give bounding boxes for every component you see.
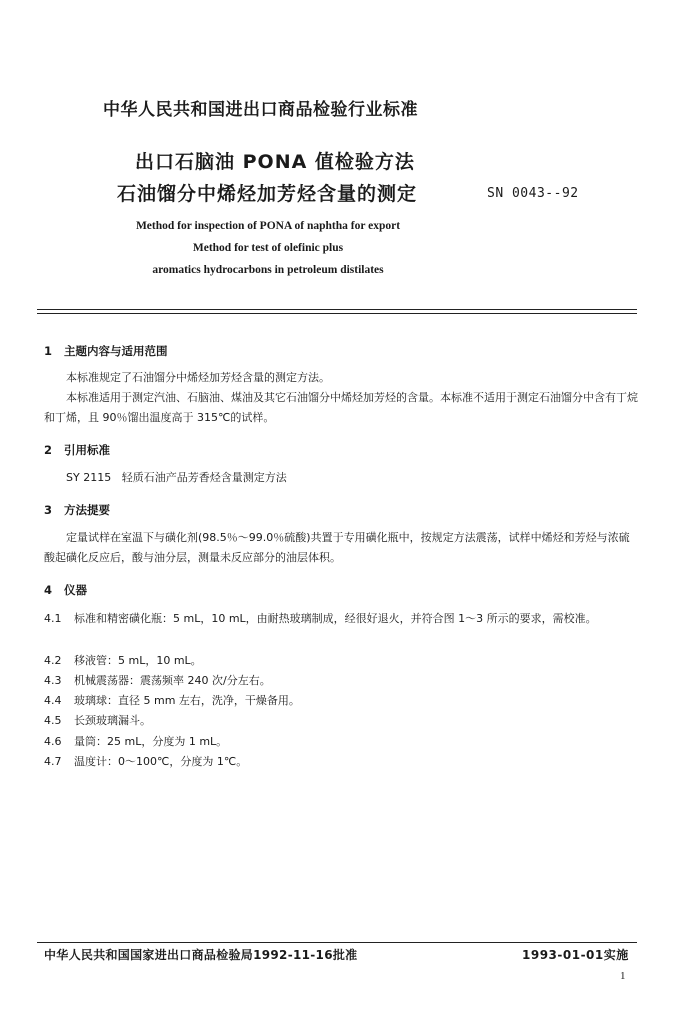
section-1-para-2: 本标准适用于测定汽油、石脑油、煤油及其它石油馏分中烯烃加芳烃的含量。本标准不适用于测定石油馏分中含有丁烷和丁烯，且 90％馏出温度高于 315℃的试样。 (44, 391, 638, 424)
standard-code: SN 0043--92 (487, 186, 579, 201)
item-text: 移液管：5 mL，10 mL。 (74, 654, 202, 667)
issuer-header: 中华人民共和国进出口商品检验行业标准 (103, 100, 418, 120)
item-number: 4.3 (44, 674, 62, 687)
section-2-heading (44, 442, 110, 458)
item-text: 长颈玻璃漏斗。 (74, 714, 151, 727)
section-3-heading (44, 502, 110, 518)
en-title-line1: Method for inspection of PONA of naphtha for export (135, 220, 401, 232)
item-number: 4.4 (44, 694, 62, 707)
item-number: 4.5 (44, 714, 62, 727)
footer-rule (37, 942, 637, 943)
section-4-heading (44, 582, 87, 598)
item-text: 标准和精密磺化瓶：5 mL，10 mL，由耐热玻璃制成，经很好退火，并符合图 1～3 所示的要求，需校准。 (74, 612, 597, 625)
cn-title-line2: 石油馏分中烯烃加芳烃含量的测定 (117, 183, 418, 205)
section-1-para-1: 本标准规定了石油馏分中烯烃加芳烃含量的测定方法。 (66, 371, 330, 384)
instrument-item (44, 752, 638, 772)
instrument-item (44, 671, 638, 691)
top-rule (37, 309, 637, 310)
item-number: 4.2 (44, 654, 62, 667)
instrument-item (44, 651, 638, 671)
section-1-heading (44, 343, 168, 359)
item-text: 温度计：0～100℃，分度为 1℃。 (74, 755, 248, 768)
instrument-item (44, 609, 638, 629)
section-title: 引用标准 (64, 443, 110, 457)
item-text: 机械震荡器：震荡频率 240 次/分左右。 (74, 674, 271, 687)
section-number: 2 (44, 443, 53, 457)
item-text: 量筒：25 mL，分度为 1 mL。 (74, 735, 228, 748)
section-3-para-1: 定量试样在室温下与磺化剂(98.5％～99.0％硫酸)共置于专用磺化瓶中，按规定方法震荡，试样中烯烃和芳烃与浓硫酸起磺化反应后，酸与油分层，测量未反应部分的油层体积。 (44, 531, 630, 564)
section-title: 方法提要 (64, 503, 110, 517)
instrument-item (44, 711, 638, 731)
top-rule-thin (37, 313, 637, 314)
item-number: 4.1 (44, 612, 62, 625)
item-text: 玻璃球：直径 5 mm 左右，洗净，干燥备用。 (74, 694, 300, 707)
item-number: 4.6 (44, 735, 62, 748)
en-title-line2: Method for test of olefinic plus (192, 242, 344, 254)
page-number: 1 (620, 970, 626, 982)
reference-code: SY 2115 (66, 471, 112, 484)
reference-title: 轻质石油产品芳香烃含量测定方法 (121, 471, 287, 484)
reference-standard (44, 468, 638, 488)
approval-note: 中华人民共和国国家进出口商品检验局1992-11-16批准 (44, 948, 358, 962)
section-number: 1 (44, 344, 53, 358)
cn-title-line1: 出口石脑油 PONA 值检验方法 (135, 151, 415, 173)
section-number: 3 (44, 503, 53, 517)
item-number: 4.7 (44, 755, 62, 768)
instrument-item (44, 732, 638, 752)
section-title: 仪器 (64, 583, 87, 597)
instrument-item (44, 691, 638, 711)
section-title: 主题内容与适用范围 (64, 344, 168, 358)
en-title-line3: aromatics hydrocarbons in petroleum distilates (152, 264, 384, 276)
section-number: 4 (44, 583, 53, 597)
effective-date: 1993-01-01实施 (522, 948, 629, 962)
